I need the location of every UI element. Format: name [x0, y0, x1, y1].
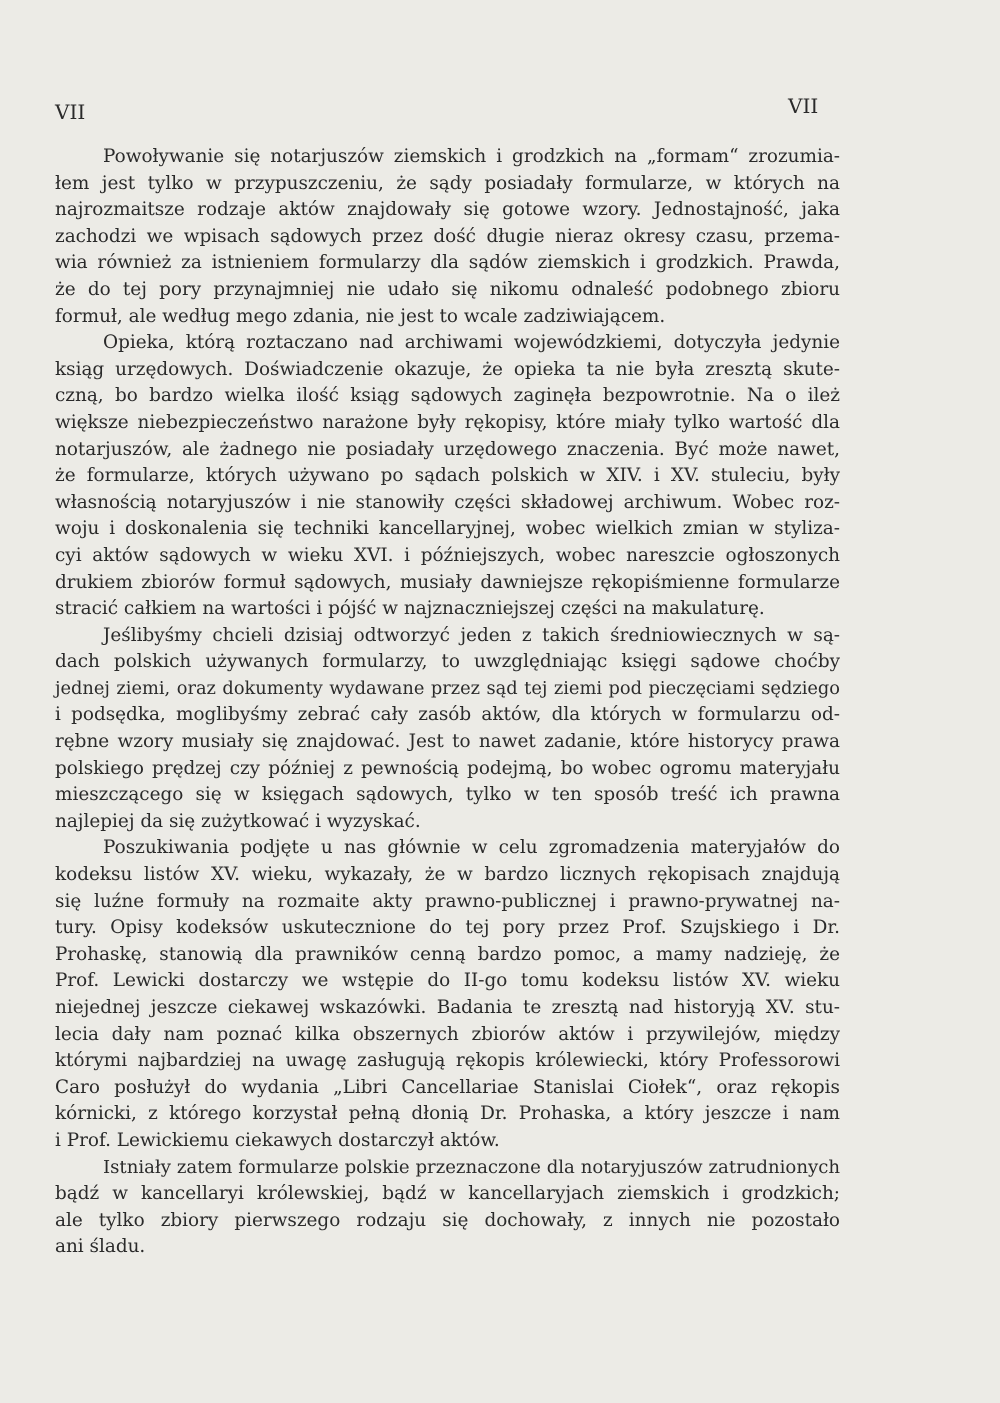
text-line: stracić całkiem na wartości i pójść w najznaczniejszej części na makulaturę. — [55, 598, 765, 620]
text-line: woju i doskonalenia się techniki kancellaryjnej, wobec wielkich zmian w styliza- — [55, 518, 840, 540]
text-line: wia również za istnieniem formularzy dla sądów ziemskich i grodzkich. Prawda, — [55, 252, 840, 274]
text-line: ksiąg urzędowych. Doświadczenie okazuje, że opieka ta nie była zresztą skute- — [55, 358, 840, 380]
text-line: że do tej pory przynajmniej nie udało się nikomu odnaleść podobnego zbioru — [55, 278, 840, 300]
text-line: własnością notaryjuszów i nie stanowiły części składowej archiwum. Wobec roz- — [55, 491, 840, 513]
text-line: się luźne formuły na rozmaite akty prawno-publicznej i prawno-prywatnej na- — [55, 890, 840, 912]
text-line: niejednej jeszcze ciekawej wskazówki. Badania te zresztą nad historyją XV. stu- — [55, 997, 840, 1018]
document-body — [55, 144, 840, 1261]
text-line: formuł, ale według mego zdania, nie jest to wcale zadziwiającem. — [55, 305, 666, 327]
paragraph — [55, 1155, 840, 1261]
text-line: i podsędka, moglibyśmy zebrać cały zasób aktów, dla których w formularzu od- — [55, 704, 840, 726]
paragraph — [55, 623, 840, 836]
text-line: Opieka, którą roztaczano nad archiwami wojewódzkiemi, dotyczyła jedynie — [103, 332, 840, 354]
text-line: jednej ziemi, oraz dokumenty wydawane przez sąd tej ziemi pod pieczęciami sędziego — [55, 677, 840, 699]
text-line: większe niebezpieczeństwo narażone były rękopisy, które miały tylko wartość dla — [55, 411, 840, 433]
text-line: zachodzi we wpisach sądowych przez dość długie nieraz okresy czasu, przema- — [55, 225, 840, 247]
text-line: że formularze, których używano po sądach polskich w XIV. i XV. stuleciu, były — [55, 465, 840, 487]
text-line: drukiem zbiorów formuł sądowych, musiały dawniejsze rękopiśmienne formularze — [55, 571, 840, 593]
paragraph — [55, 144, 840, 330]
text-line: i Prof. Lewickiemu ciekawych dostarczył aktów. — [55, 1129, 500, 1151]
text-line: którymi najbardziej na uwagę zasługują rękopis królewiecki, który Professorowi — [55, 1050, 840, 1072]
text-line: polskiego prędzej czy później z pewnością podejmą, bo wobec ogromu materyjału — [55, 757, 840, 779]
text-line: dach polskich używanych formularzy, to uwzględniając księgi sądowe choćby — [55, 651, 840, 673]
page-number-left: VII — [55, 100, 86, 124]
text-line: lecia dały nam poznać kilka obszernych zbiorów aktów i przywilejów, między — [55, 1023, 840, 1045]
text-line: Powoływanie się notarjuszów ziemskich i grodzkich na „formam“ zrozumia- — [103, 146, 840, 167]
paragraph — [55, 330, 840, 623]
text-line: cyi aktów sądowych w wieku XVI. i późniejszych, wobec nareszcie ogłoszonych — [55, 544, 840, 566]
text-line: Prof. Lewicki dostarczy we wstępie do II-go tomu kodeksu listów XV. wieku — [55, 970, 840, 992]
text-line: rębne wzory musiały się znajdować. Jest to nawet zadanie, które historycy prawa — [55, 731, 840, 753]
text-line: tury. Opisy kodeksów uskutecznione do tej pory przez Prof. Szujskiego i Dr. — [55, 917, 840, 939]
text-line: notarjuszów, ale żadnego nie posiadały urzędowego znaczenia. Być może nawet, — [55, 438, 840, 460]
text-line: Poszukiwania podjęte u nas głównie w celu zgromadzenia materyjałów do — [103, 837, 840, 859]
paragraph — [55, 835, 840, 1154]
text-line: kórnicki, z którego korzystał pełną dłonią Dr. Prohaska, a który jeszcze i nam — [55, 1103, 840, 1125]
text-line: ale tylko zbiory pierwszego rodzaju się dochowały, z innych nie pozostało — [55, 1209, 840, 1231]
text-line: Istniały zatem formularze polskie przeznaczone dla notaryjuszów zatrudnionych — [103, 1156, 840, 1178]
text-line: najrozmaitsze rodzaje aktów znajdowały się gotowe wzory. Jednostajność, jaka — [55, 199, 840, 221]
page-number-right: VII — [788, 94, 819, 118]
text-line: Caro posłużył do wydania „Libri Cancellariae Stanislai Ciołek“, oraz rękopis — [55, 1076, 840, 1098]
text-line: kodeksu listów XV. wieku, wykazały, że w bardzo licznych rękopisach znajdują — [55, 864, 840, 886]
text-line: bądź w kancellaryi królewskiej, bądź w kancellaryjach ziemskich i grodzkich; — [55, 1183, 840, 1205]
text-line: łem jest tylko w przypuszczeniu, że sądy posiadały formularze, w których na — [55, 172, 840, 194]
text-line: najlepiej da się zużytkować i wyzyskać. — [55, 810, 421, 832]
text-line: czną, bo bardzo wielka ilość ksiąg sądowych zaginęła bezpowrotnie. Na o ileż — [55, 385, 840, 407]
text-line: Jeślibyśmy chcieli dzisiaj odtworzyć jeden z takich średniowiecznych w są- — [103, 624, 840, 646]
text-line: mieszczącego się w księgach sądowych, tylko w ten sposób treść ich prawna — [55, 784, 840, 806]
text-line: ani śladu. — [55, 1236, 146, 1258]
text-line: Prohaskę, stanowią dla prawników cenną bardzo pomoc, a mamy nadzieję, że — [55, 943, 840, 965]
